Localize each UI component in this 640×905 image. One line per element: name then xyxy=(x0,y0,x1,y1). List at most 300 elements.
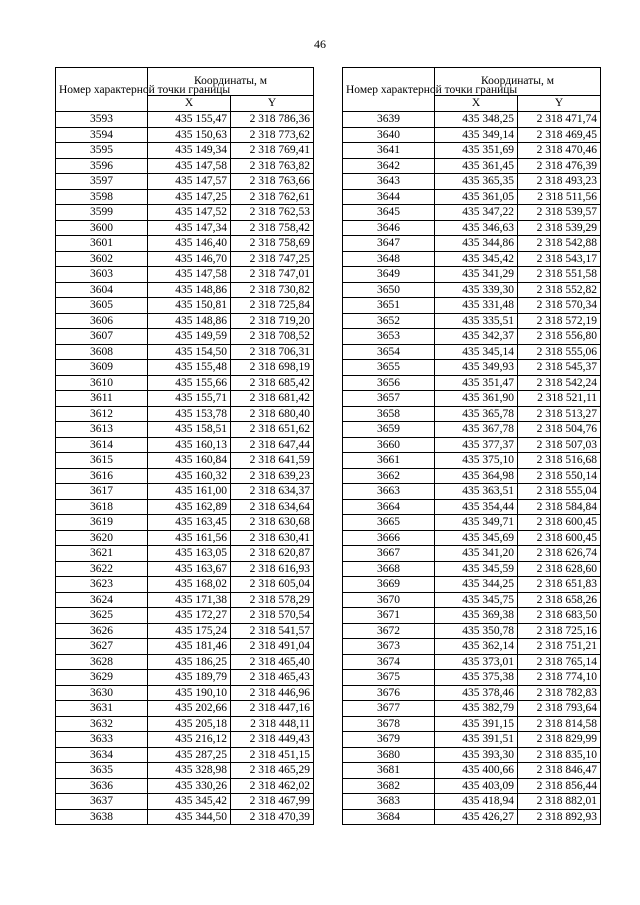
point-number-cell: 3618 xyxy=(56,499,148,515)
y-coordinate-cell: 2 318 647,44 xyxy=(231,437,314,453)
x-coordinate-cell: 435 161,00 xyxy=(148,484,231,500)
table-row xyxy=(343,406,601,422)
x-coordinate-cell: 435 362,14 xyxy=(435,639,518,655)
x-coordinate-cell: 435 382,79 xyxy=(435,701,518,717)
header-x: X xyxy=(148,95,231,111)
point-number-cell: 3677 xyxy=(343,701,435,717)
table-row xyxy=(343,639,601,655)
point-number-cell: 3680 xyxy=(343,747,435,763)
point-number-cell: 3682 xyxy=(343,778,435,794)
y-coordinate-cell: 2 318 763,82 xyxy=(231,158,314,174)
x-coordinate-cell: 435 375,10 xyxy=(435,453,518,469)
table-row xyxy=(56,716,314,732)
y-coordinate-cell: 2 318 814,58 xyxy=(518,716,601,732)
x-coordinate-cell: 435 175,24 xyxy=(148,623,231,639)
x-coordinate-cell: 435 160,32 xyxy=(148,468,231,484)
table-row xyxy=(56,267,314,283)
point-number-cell: 3602 xyxy=(56,251,148,267)
point-number-cell: 3646 xyxy=(343,220,435,236)
table-row xyxy=(343,577,601,593)
table-row xyxy=(343,267,601,283)
x-coordinate-cell: 435 345,59 xyxy=(435,561,518,577)
point-number-cell: 3635 xyxy=(56,763,148,779)
y-coordinate-cell: 2 318 570,34 xyxy=(518,298,601,314)
y-coordinate-cell: 2 318 651,83 xyxy=(518,577,601,593)
table-row xyxy=(56,112,314,128)
point-number-cell: 3647 xyxy=(343,236,435,252)
x-coordinate-cell: 435 155,48 xyxy=(148,360,231,376)
y-coordinate-cell: 2 318 630,41 xyxy=(231,530,314,546)
y-coordinate-cell: 2 318 856,44 xyxy=(518,778,601,794)
x-coordinate-cell: 435 365,78 xyxy=(435,406,518,422)
point-number-cell: 3626 xyxy=(56,623,148,639)
y-coordinate-cell: 2 318 511,56 xyxy=(518,189,601,205)
x-coordinate-cell: 435 202,66 xyxy=(148,701,231,717)
point-number-cell: 3632 xyxy=(56,716,148,732)
y-coordinate-cell: 2 318 747,25 xyxy=(231,251,314,267)
y-coordinate-cell: 2 318 751,21 xyxy=(518,639,601,655)
x-coordinate-cell: 435 163,05 xyxy=(148,546,231,562)
table-row xyxy=(56,654,314,670)
table-row xyxy=(56,701,314,717)
x-coordinate-cell: 435 205,18 xyxy=(148,716,231,732)
x-coordinate-cell: 435 331,48 xyxy=(435,298,518,314)
y-coordinate-cell: 2 318 507,03 xyxy=(518,437,601,453)
x-coordinate-cell: 435 328,98 xyxy=(148,763,231,779)
y-coordinate-cell: 2 318 634,37 xyxy=(231,484,314,500)
table-row xyxy=(56,468,314,484)
table-row xyxy=(343,747,601,763)
x-coordinate-cell: 435 189,79 xyxy=(148,670,231,686)
x-coordinate-cell: 435 346,63 xyxy=(435,220,518,236)
x-coordinate-cell: 435 345,75 xyxy=(435,592,518,608)
table-row xyxy=(56,515,314,531)
x-coordinate-cell: 435 391,15 xyxy=(435,716,518,732)
x-coordinate-cell: 435 339,30 xyxy=(435,282,518,298)
x-coordinate-cell: 435 160,84 xyxy=(148,453,231,469)
y-coordinate-cell: 2 318 681,42 xyxy=(231,391,314,407)
y-coordinate-cell: 2 318 465,40 xyxy=(231,654,314,670)
y-coordinate-cell: 2 318 551,58 xyxy=(518,267,601,283)
x-coordinate-cell: 435 365,35 xyxy=(435,174,518,190)
x-coordinate-cell: 435 341,29 xyxy=(435,267,518,283)
x-coordinate-cell: 435 345,42 xyxy=(148,794,231,810)
table-row xyxy=(56,794,314,810)
table-row xyxy=(343,329,601,345)
table-row xyxy=(343,453,601,469)
point-number-cell: 3606 xyxy=(56,313,148,329)
point-number-cell: 3622 xyxy=(56,561,148,577)
table-row xyxy=(56,143,314,159)
table-row xyxy=(343,685,601,701)
table-row xyxy=(56,561,314,577)
y-coordinate-cell: 2 318 539,29 xyxy=(518,220,601,236)
table-row xyxy=(343,654,601,670)
header-point-number: Номер характерной точки границы xyxy=(343,68,435,112)
table-row xyxy=(56,484,314,500)
point-number-cell: 3652 xyxy=(343,313,435,329)
table-row xyxy=(343,158,601,174)
point-number-cell: 3607 xyxy=(56,329,148,345)
y-coordinate-cell: 2 318 572,19 xyxy=(518,313,601,329)
x-coordinate-cell: 435 363,51 xyxy=(435,484,518,500)
table-row xyxy=(343,251,601,267)
y-coordinate-cell: 2 318 683,50 xyxy=(518,608,601,624)
point-number-cell: 3663 xyxy=(343,484,435,500)
table-row xyxy=(343,236,601,252)
point-number-cell: 3658 xyxy=(343,406,435,422)
y-coordinate-cell: 2 318 698,19 xyxy=(231,360,314,376)
point-number-cell: 3667 xyxy=(343,546,435,562)
x-coordinate-cell: 435 172,27 xyxy=(148,608,231,624)
table-row xyxy=(56,747,314,763)
x-coordinate-cell: 435 150,81 xyxy=(148,298,231,314)
x-coordinate-cell: 435 347,22 xyxy=(435,205,518,221)
point-number-cell: 3616 xyxy=(56,468,148,484)
table-row xyxy=(56,391,314,407)
x-coordinate-cell: 435 345,14 xyxy=(435,344,518,360)
x-coordinate-cell: 435 361,45 xyxy=(435,158,518,174)
y-coordinate-cell: 2 318 600,45 xyxy=(518,530,601,546)
y-coordinate-cell: 2 318 630,68 xyxy=(231,515,314,531)
point-number-cell: 3676 xyxy=(343,685,435,701)
x-coordinate-cell: 435 146,70 xyxy=(148,251,231,267)
point-number-cell: 3605 xyxy=(56,298,148,314)
table-row xyxy=(343,189,601,205)
y-coordinate-cell: 2 318 708,52 xyxy=(231,329,314,345)
x-coordinate-cell: 435 400,66 xyxy=(435,763,518,779)
x-coordinate-cell: 435 403,09 xyxy=(435,778,518,794)
y-coordinate-cell: 2 318 725,84 xyxy=(231,298,314,314)
y-coordinate-cell: 2 318 793,64 xyxy=(518,701,601,717)
x-coordinate-cell: 435 150,63 xyxy=(148,127,231,143)
x-coordinate-cell: 435 344,50 xyxy=(148,809,231,825)
x-coordinate-cell: 435 335,51 xyxy=(435,313,518,329)
y-coordinate-cell: 2 318 626,74 xyxy=(518,546,601,562)
y-coordinate-cell: 2 318 550,14 xyxy=(518,468,601,484)
x-coordinate-cell: 435 378,46 xyxy=(435,685,518,701)
x-coordinate-cell: 435 147,52 xyxy=(148,205,231,221)
x-coordinate-cell: 435 418,94 xyxy=(435,794,518,810)
y-coordinate-cell: 2 318 513,27 xyxy=(518,406,601,422)
table-row xyxy=(343,127,601,143)
point-number-cell: 3614 xyxy=(56,437,148,453)
x-coordinate-cell: 435 216,12 xyxy=(148,732,231,748)
x-coordinate-cell: 435 147,57 xyxy=(148,174,231,190)
point-number-cell: 3657 xyxy=(343,391,435,407)
table-row xyxy=(56,406,314,422)
table-row xyxy=(56,344,314,360)
point-number-cell: 3598 xyxy=(56,189,148,205)
table-row xyxy=(343,546,601,562)
page-number: 46 xyxy=(314,37,326,51)
x-coordinate-cell: 435 377,37 xyxy=(435,437,518,453)
point-number-cell: 3611 xyxy=(56,391,148,407)
point-number-cell: 3656 xyxy=(343,375,435,391)
header-coordinates: Координаты, м xyxy=(435,68,601,96)
x-coordinate-cell: 435 147,25 xyxy=(148,189,231,205)
table-row xyxy=(343,143,601,159)
y-coordinate-cell: 2 318 639,23 xyxy=(231,468,314,484)
y-coordinate-cell: 2 318 462,02 xyxy=(231,778,314,794)
point-number-cell: 3620 xyxy=(56,530,148,546)
point-number-cell: 3624 xyxy=(56,592,148,608)
y-coordinate-cell: 2 318 521,11 xyxy=(518,391,601,407)
table-row xyxy=(56,220,314,236)
x-coordinate-cell: 435 190,10 xyxy=(148,685,231,701)
x-coordinate-cell: 435 158,51 xyxy=(148,422,231,438)
coordinates-table-left xyxy=(55,67,314,825)
y-coordinate-cell: 2 318 541,57 xyxy=(231,623,314,639)
point-number-cell: 3621 xyxy=(56,546,148,562)
table-row xyxy=(343,670,601,686)
point-number-cell: 3638 xyxy=(56,809,148,825)
point-number-cell: 3636 xyxy=(56,778,148,794)
x-coordinate-cell: 435 364,98 xyxy=(435,468,518,484)
y-coordinate-cell: 2 318 685,42 xyxy=(231,375,314,391)
y-coordinate-cell: 2 318 706,31 xyxy=(231,344,314,360)
point-number-cell: 3637 xyxy=(56,794,148,810)
table-row xyxy=(343,298,601,314)
y-coordinate-cell: 2 318 570,54 xyxy=(231,608,314,624)
header-y: Y xyxy=(231,95,314,111)
point-number-cell: 3684 xyxy=(343,809,435,825)
y-coordinate-cell: 2 318 730,82 xyxy=(231,282,314,298)
x-coordinate-cell: 435 391,51 xyxy=(435,732,518,748)
y-coordinate-cell: 2 318 447,16 xyxy=(231,701,314,717)
table-row xyxy=(343,174,601,190)
point-number-cell: 3613 xyxy=(56,422,148,438)
x-coordinate-cell: 435 147,58 xyxy=(148,158,231,174)
y-coordinate-cell: 2 318 556,80 xyxy=(518,329,601,345)
header-point-number: Номер характерной точки границы xyxy=(56,68,148,112)
x-coordinate-cell: 435 155,66 xyxy=(148,375,231,391)
x-coordinate-cell: 435 345,42 xyxy=(435,251,518,267)
y-coordinate-cell: 2 318 542,88 xyxy=(518,236,601,252)
table-row xyxy=(343,716,601,732)
y-coordinate-cell: 2 318 725,16 xyxy=(518,623,601,639)
table-row xyxy=(56,205,314,221)
x-coordinate-cell: 435 354,44 xyxy=(435,499,518,515)
point-number-cell: 3643 xyxy=(343,174,435,190)
point-number-cell: 3659 xyxy=(343,422,435,438)
table-row xyxy=(56,329,314,345)
y-coordinate-cell: 2 318 765,14 xyxy=(518,654,601,670)
x-coordinate-cell: 435 160,13 xyxy=(148,437,231,453)
x-coordinate-cell: 435 330,26 xyxy=(148,778,231,794)
y-coordinate-cell: 2 318 470,39 xyxy=(231,809,314,825)
point-number-cell: 3655 xyxy=(343,360,435,376)
table-row xyxy=(56,685,314,701)
x-coordinate-cell: 435 161,56 xyxy=(148,530,231,546)
table-row xyxy=(56,530,314,546)
y-coordinate-cell: 2 318 539,57 xyxy=(518,205,601,221)
point-number-cell: 3661 xyxy=(343,453,435,469)
point-number-cell: 3644 xyxy=(343,189,435,205)
point-number-cell: 3615 xyxy=(56,453,148,469)
table-row xyxy=(56,437,314,453)
table-row xyxy=(56,623,314,639)
y-coordinate-cell: 2 318 504,76 xyxy=(518,422,601,438)
table-row xyxy=(343,112,601,128)
x-coordinate-cell: 435 147,58 xyxy=(148,267,231,283)
table-row xyxy=(343,205,601,221)
table-row xyxy=(343,499,601,515)
table-row xyxy=(343,313,601,329)
point-number-cell: 3675 xyxy=(343,670,435,686)
y-coordinate-cell: 2 318 555,04 xyxy=(518,484,601,500)
table-row xyxy=(56,499,314,515)
y-coordinate-cell: 2 318 846,47 xyxy=(518,763,601,779)
point-number-cell: 3672 xyxy=(343,623,435,639)
x-coordinate-cell: 435 181,46 xyxy=(148,639,231,655)
x-coordinate-cell: 435 349,14 xyxy=(435,127,518,143)
table-row xyxy=(343,794,601,810)
y-coordinate-cell: 2 318 641,59 xyxy=(231,453,314,469)
table-row xyxy=(56,453,314,469)
point-number-cell: 3600 xyxy=(56,220,148,236)
y-coordinate-cell: 2 318 719,20 xyxy=(231,313,314,329)
x-coordinate-cell: 435 171,38 xyxy=(148,592,231,608)
point-number-cell: 3641 xyxy=(343,143,435,159)
y-coordinate-cell: 2 318 578,29 xyxy=(231,592,314,608)
y-coordinate-cell: 2 318 680,40 xyxy=(231,406,314,422)
x-coordinate-cell: 435 373,01 xyxy=(435,654,518,670)
table-row xyxy=(56,236,314,252)
table-row xyxy=(343,561,601,577)
x-coordinate-cell: 435 342,37 xyxy=(435,329,518,345)
y-coordinate-cell: 2 318 892,93 xyxy=(518,809,601,825)
x-coordinate-cell: 435 350,78 xyxy=(435,623,518,639)
table-row xyxy=(56,189,314,205)
point-number-cell: 3640 xyxy=(343,127,435,143)
y-coordinate-cell: 2 318 774,10 xyxy=(518,670,601,686)
x-coordinate-cell: 435 351,69 xyxy=(435,143,518,159)
x-coordinate-cell: 435 148,86 xyxy=(148,282,231,298)
table-row xyxy=(56,158,314,174)
table-row xyxy=(56,592,314,608)
table-row xyxy=(343,220,601,236)
table-row xyxy=(56,732,314,748)
table-row xyxy=(343,530,601,546)
table-row xyxy=(56,546,314,562)
point-number-cell: 3599 xyxy=(56,205,148,221)
y-coordinate-cell: 2 318 465,43 xyxy=(231,670,314,686)
table-row xyxy=(56,763,314,779)
y-coordinate-cell: 2 318 747,01 xyxy=(231,267,314,283)
point-number-cell: 3666 xyxy=(343,530,435,546)
y-coordinate-cell: 2 318 491,04 xyxy=(231,639,314,655)
table-row xyxy=(343,732,601,748)
table-row xyxy=(343,484,601,500)
point-number-cell: 3671 xyxy=(343,608,435,624)
table-row xyxy=(56,809,314,825)
y-coordinate-cell: 2 318 449,43 xyxy=(231,732,314,748)
point-number-cell: 3612 xyxy=(56,406,148,422)
y-coordinate-cell: 2 318 451,15 xyxy=(231,747,314,763)
table-row xyxy=(56,375,314,391)
y-coordinate-cell: 2 318 543,17 xyxy=(518,251,601,267)
point-number-cell: 3642 xyxy=(343,158,435,174)
x-coordinate-cell: 435 344,25 xyxy=(435,577,518,593)
table-row xyxy=(56,608,314,624)
point-number-cell: 3664 xyxy=(343,499,435,515)
point-number-cell: 3673 xyxy=(343,639,435,655)
point-number-cell: 3629 xyxy=(56,670,148,686)
y-coordinate-cell: 2 318 470,46 xyxy=(518,143,601,159)
x-coordinate-cell: 435 155,71 xyxy=(148,391,231,407)
header-coordinates: Координаты, м xyxy=(148,68,314,96)
y-coordinate-cell: 2 318 829,99 xyxy=(518,732,601,748)
point-number-cell: 3683 xyxy=(343,794,435,810)
y-coordinate-cell: 2 318 542,24 xyxy=(518,375,601,391)
y-coordinate-cell: 2 318 584,84 xyxy=(518,499,601,515)
y-coordinate-cell: 2 318 762,61 xyxy=(231,189,314,205)
y-coordinate-cell: 2 318 446,96 xyxy=(231,685,314,701)
point-number-cell: 3668 xyxy=(343,561,435,577)
y-coordinate-cell: 2 318 786,36 xyxy=(231,112,314,128)
point-number-cell: 3594 xyxy=(56,127,148,143)
y-coordinate-cell: 2 318 882,01 xyxy=(518,794,601,810)
point-number-cell: 3595 xyxy=(56,143,148,159)
table-row xyxy=(56,639,314,655)
x-coordinate-cell: 435 348,25 xyxy=(435,112,518,128)
y-coordinate-cell: 2 318 545,37 xyxy=(518,360,601,376)
y-coordinate-cell: 2 318 465,29 xyxy=(231,763,314,779)
x-coordinate-cell: 435 163,45 xyxy=(148,515,231,531)
point-number-cell: 3639 xyxy=(343,112,435,128)
y-coordinate-cell: 2 318 467,99 xyxy=(231,794,314,810)
y-coordinate-cell: 2 318 516,68 xyxy=(518,453,601,469)
table-row xyxy=(343,344,601,360)
point-number-cell: 3678 xyxy=(343,716,435,732)
point-number-cell: 3634 xyxy=(56,747,148,763)
y-coordinate-cell: 2 318 552,82 xyxy=(518,282,601,298)
table-row xyxy=(56,778,314,794)
point-number-cell: 3623 xyxy=(56,577,148,593)
x-coordinate-cell: 435 155,47 xyxy=(148,112,231,128)
table-row xyxy=(343,592,601,608)
x-coordinate-cell: 435 341,20 xyxy=(435,546,518,562)
point-number-cell: 3619 xyxy=(56,515,148,531)
table-row xyxy=(56,577,314,593)
table-row xyxy=(343,763,601,779)
y-coordinate-cell: 2 318 763,66 xyxy=(231,174,314,190)
y-coordinate-cell: 2 318 769,41 xyxy=(231,143,314,159)
y-coordinate-cell: 2 318 476,39 xyxy=(518,158,601,174)
coordinates-table-right xyxy=(342,67,601,825)
x-coordinate-cell: 435 349,71 xyxy=(435,515,518,531)
table-row xyxy=(56,298,314,314)
x-coordinate-cell: 435 361,05 xyxy=(435,189,518,205)
point-number-cell: 3625 xyxy=(56,608,148,624)
header-y: Y xyxy=(518,95,601,111)
point-number-cell: 3681 xyxy=(343,763,435,779)
point-number-cell: 3617 xyxy=(56,484,148,500)
table-row xyxy=(343,391,601,407)
y-coordinate-cell: 2 318 651,62 xyxy=(231,422,314,438)
table-row xyxy=(343,809,601,825)
y-coordinate-cell: 2 318 782,83 xyxy=(518,685,601,701)
table-row xyxy=(343,608,601,624)
x-coordinate-cell: 435 149,59 xyxy=(148,329,231,345)
table-row xyxy=(343,623,601,639)
table-row xyxy=(343,282,601,298)
table-row xyxy=(343,515,601,531)
y-coordinate-cell: 2 318 758,69 xyxy=(231,236,314,252)
x-coordinate-cell: 435 147,34 xyxy=(148,220,231,236)
point-number-cell: 3669 xyxy=(343,577,435,593)
